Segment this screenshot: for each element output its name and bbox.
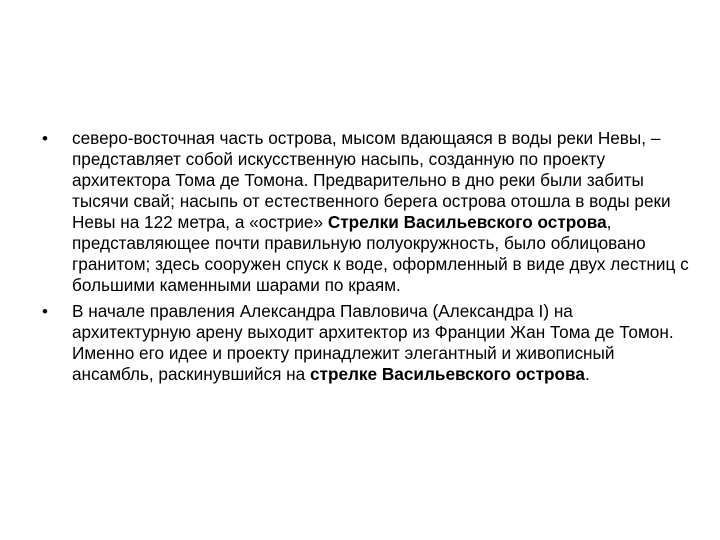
bullet-bold-text: стрелке Васильевского острова xyxy=(309,364,585,384)
bullet-icon: • xyxy=(42,302,48,321)
bullet-list xyxy=(40,128,692,385)
bullet-text: северо-восточная часть острова, мысом вдающаяся в воды реки Невы, – представляет собой искусственную насыпь, созданную по проекту архитектора Тома де Томона. Предварительно в дно реки были забиты тысячи свай; насыпь от естественного берега острова отошла в воды реки Невы на 122 метра, а «острие» xyxy=(72,128,671,232)
bullet-text: В начале правления Александра Павловича (Александра I) на архитектурную арену выходит архитектор из Франции Жан Тома де Томон. И‌менно его идее и проекту принадлежит элегантный и живописный ансамбль, раскинувшийся на xyxy=(72,301,674,384)
bullet-text-end: . xyxy=(584,364,590,384)
bullet-item-strelka-description xyxy=(40,128,692,296)
bullet-icon: • xyxy=(42,129,48,148)
bullet-item-thomon xyxy=(40,301,692,385)
bullet-text-end: , представляющее почти правильную полуокружность, было облицовано гранитом; здесь сооружен спуск к воде, оформленный в виде двух лестниц с большими каменными шарами по краям. xyxy=(72,212,689,295)
slide-body xyxy=(40,128,692,390)
bullet-bold-text: Стрелки Васильевского острова xyxy=(327,212,607,232)
